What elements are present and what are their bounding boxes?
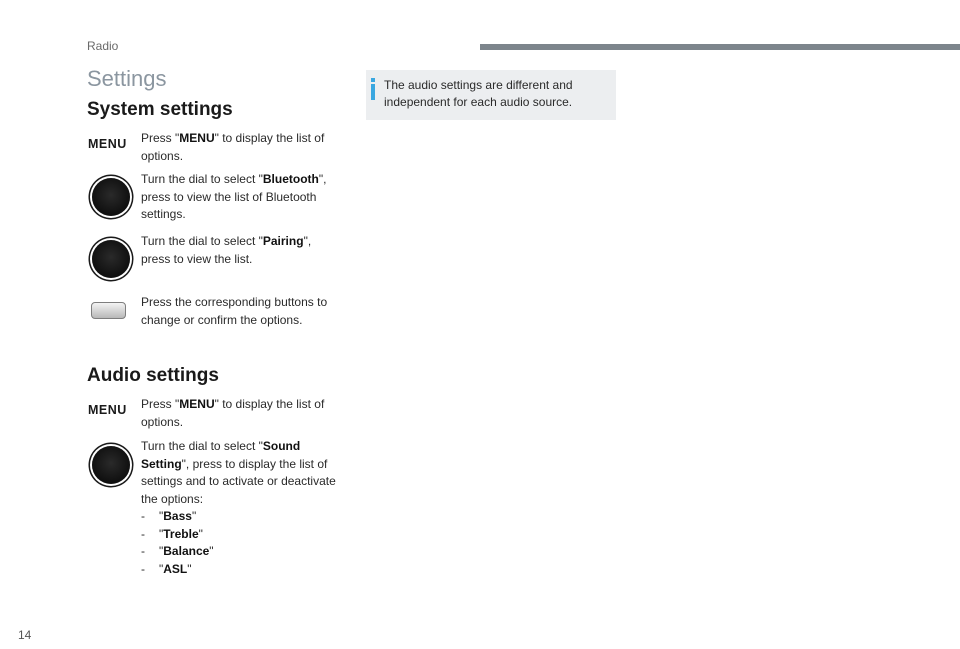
button-icon (91, 302, 126, 319)
option-item: - "ASL" (141, 561, 192, 576)
system-step-2-text: Turn the dial to select "Bluetooth", press to view the list of Bluetooth settings. (141, 172, 327, 221)
audio-step-2-text: Turn the dial to select "Sound Setting", press to display the list of settings and to activate or deactivate the options: - "Bass" - "Treble" - "Balance" - "ASL" (141, 438, 341, 578)
option-item: - "Treble" (141, 526, 203, 541)
system-step-1-text: Press "MENU" to display the list of options. (141, 131, 325, 163)
system-step-4-text: Press the corresponding buttons to change or confirm the options. (141, 295, 328, 327)
system-settings-heading: System settings (87, 99, 233, 120)
info-note-text: The audio settings are different and independent for each audio source. (384, 78, 573, 109)
menu-icon: MENU (88, 137, 127, 151)
audio-step-1-text: Press "MENU" to display the list of options. (141, 397, 325, 429)
option-item: - "Bass" (141, 509, 197, 523)
page-title: Settings (87, 66, 167, 91)
section-label: Radio (87, 39, 119, 53)
option-item: - "Balance" (141, 544, 214, 558)
header-bar (480, 44, 960, 50)
menu-icon: MENU (88, 403, 127, 417)
dial-icon (92, 240, 130, 278)
audio-settings-heading: Audio settings (87, 365, 219, 386)
dial-icon (92, 178, 130, 216)
page-number: 14 (18, 628, 32, 642)
info-icon (369, 78, 377, 100)
dial-icon (92, 446, 130, 484)
system-step-3-text: Turn the dial to select "Pairing", press to view the list. (141, 234, 312, 266)
